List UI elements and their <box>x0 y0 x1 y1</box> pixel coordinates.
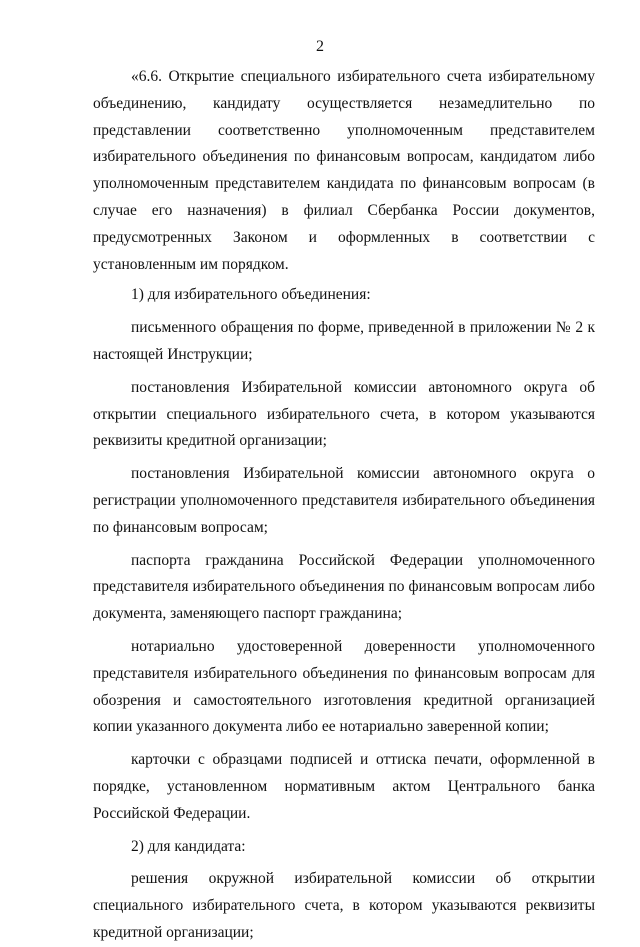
list-item-resolution-account: постановления Избирательной комиссии автономного округа об открытии специального избирательного счета, в котором указываются реквизиты кредитной организации; <box>93 378 595 450</box>
list-item-signature-card: карточки с образцами подписей и оттиска печати, оформленной в порядке, установленном нормативным актом Центрального банка Российской Федерации. <box>93 751 595 822</box>
list-item-power-of-attorney: нотариально удостоверенной доверенности уполномоченного представителя избирательного объединения по финансовым вопросам для обозрения и самостоятельного изготовления кредитной организацией копии указанного документа либо ее нотариально заверенной копии; <box>93 637 595 736</box>
list-item-resolution-registration: постановления Избирательной комиссии автономного округа о регистрации уполномоченного представителя избирательного объединения по финансовым вопросам; <box>93 465 595 536</box>
paragraph-6-6: «6.6. Открытие специального избирательного счета избирательному объединению, кандидату осуществляется незамедлительно по представлении соответственно уполномоченным представителем избирательного объединения по финансовым вопросам, кандидатом либо уполномоченным представителем кандидата по финансовым вопросам (в случае его назначения) в филиал Сбербанка России документов, предусмотренных Законом и оформленных в соответствии с установленным им порядком. <box>93 68 595 273</box>
list-item-commission-decision: решения окружной избирательной комиссии об открытии специального избирательного счета, в котором указываются реквизиты кредитной организации; <box>93 870 595 941</box>
item-2-heading: 2) для кандидата: <box>131 837 246 855</box>
list-item-passport: паспорта гражданина Российской Федерации уполномоченного представителя избирательного объединения по финансовым вопросам либо документа, заменяющего паспорт гражданина; <box>93 551 595 623</box>
list-item-written-request: письменного обращения по форме, приведенной в приложении № 2 к настоящей Инструкции; <box>93 319 595 363</box>
page-number: 2 <box>316 38 324 55</box>
item-1-heading: 1) для избирательного объединения: <box>131 286 371 304</box>
document-body <box>93 64 595 947</box>
